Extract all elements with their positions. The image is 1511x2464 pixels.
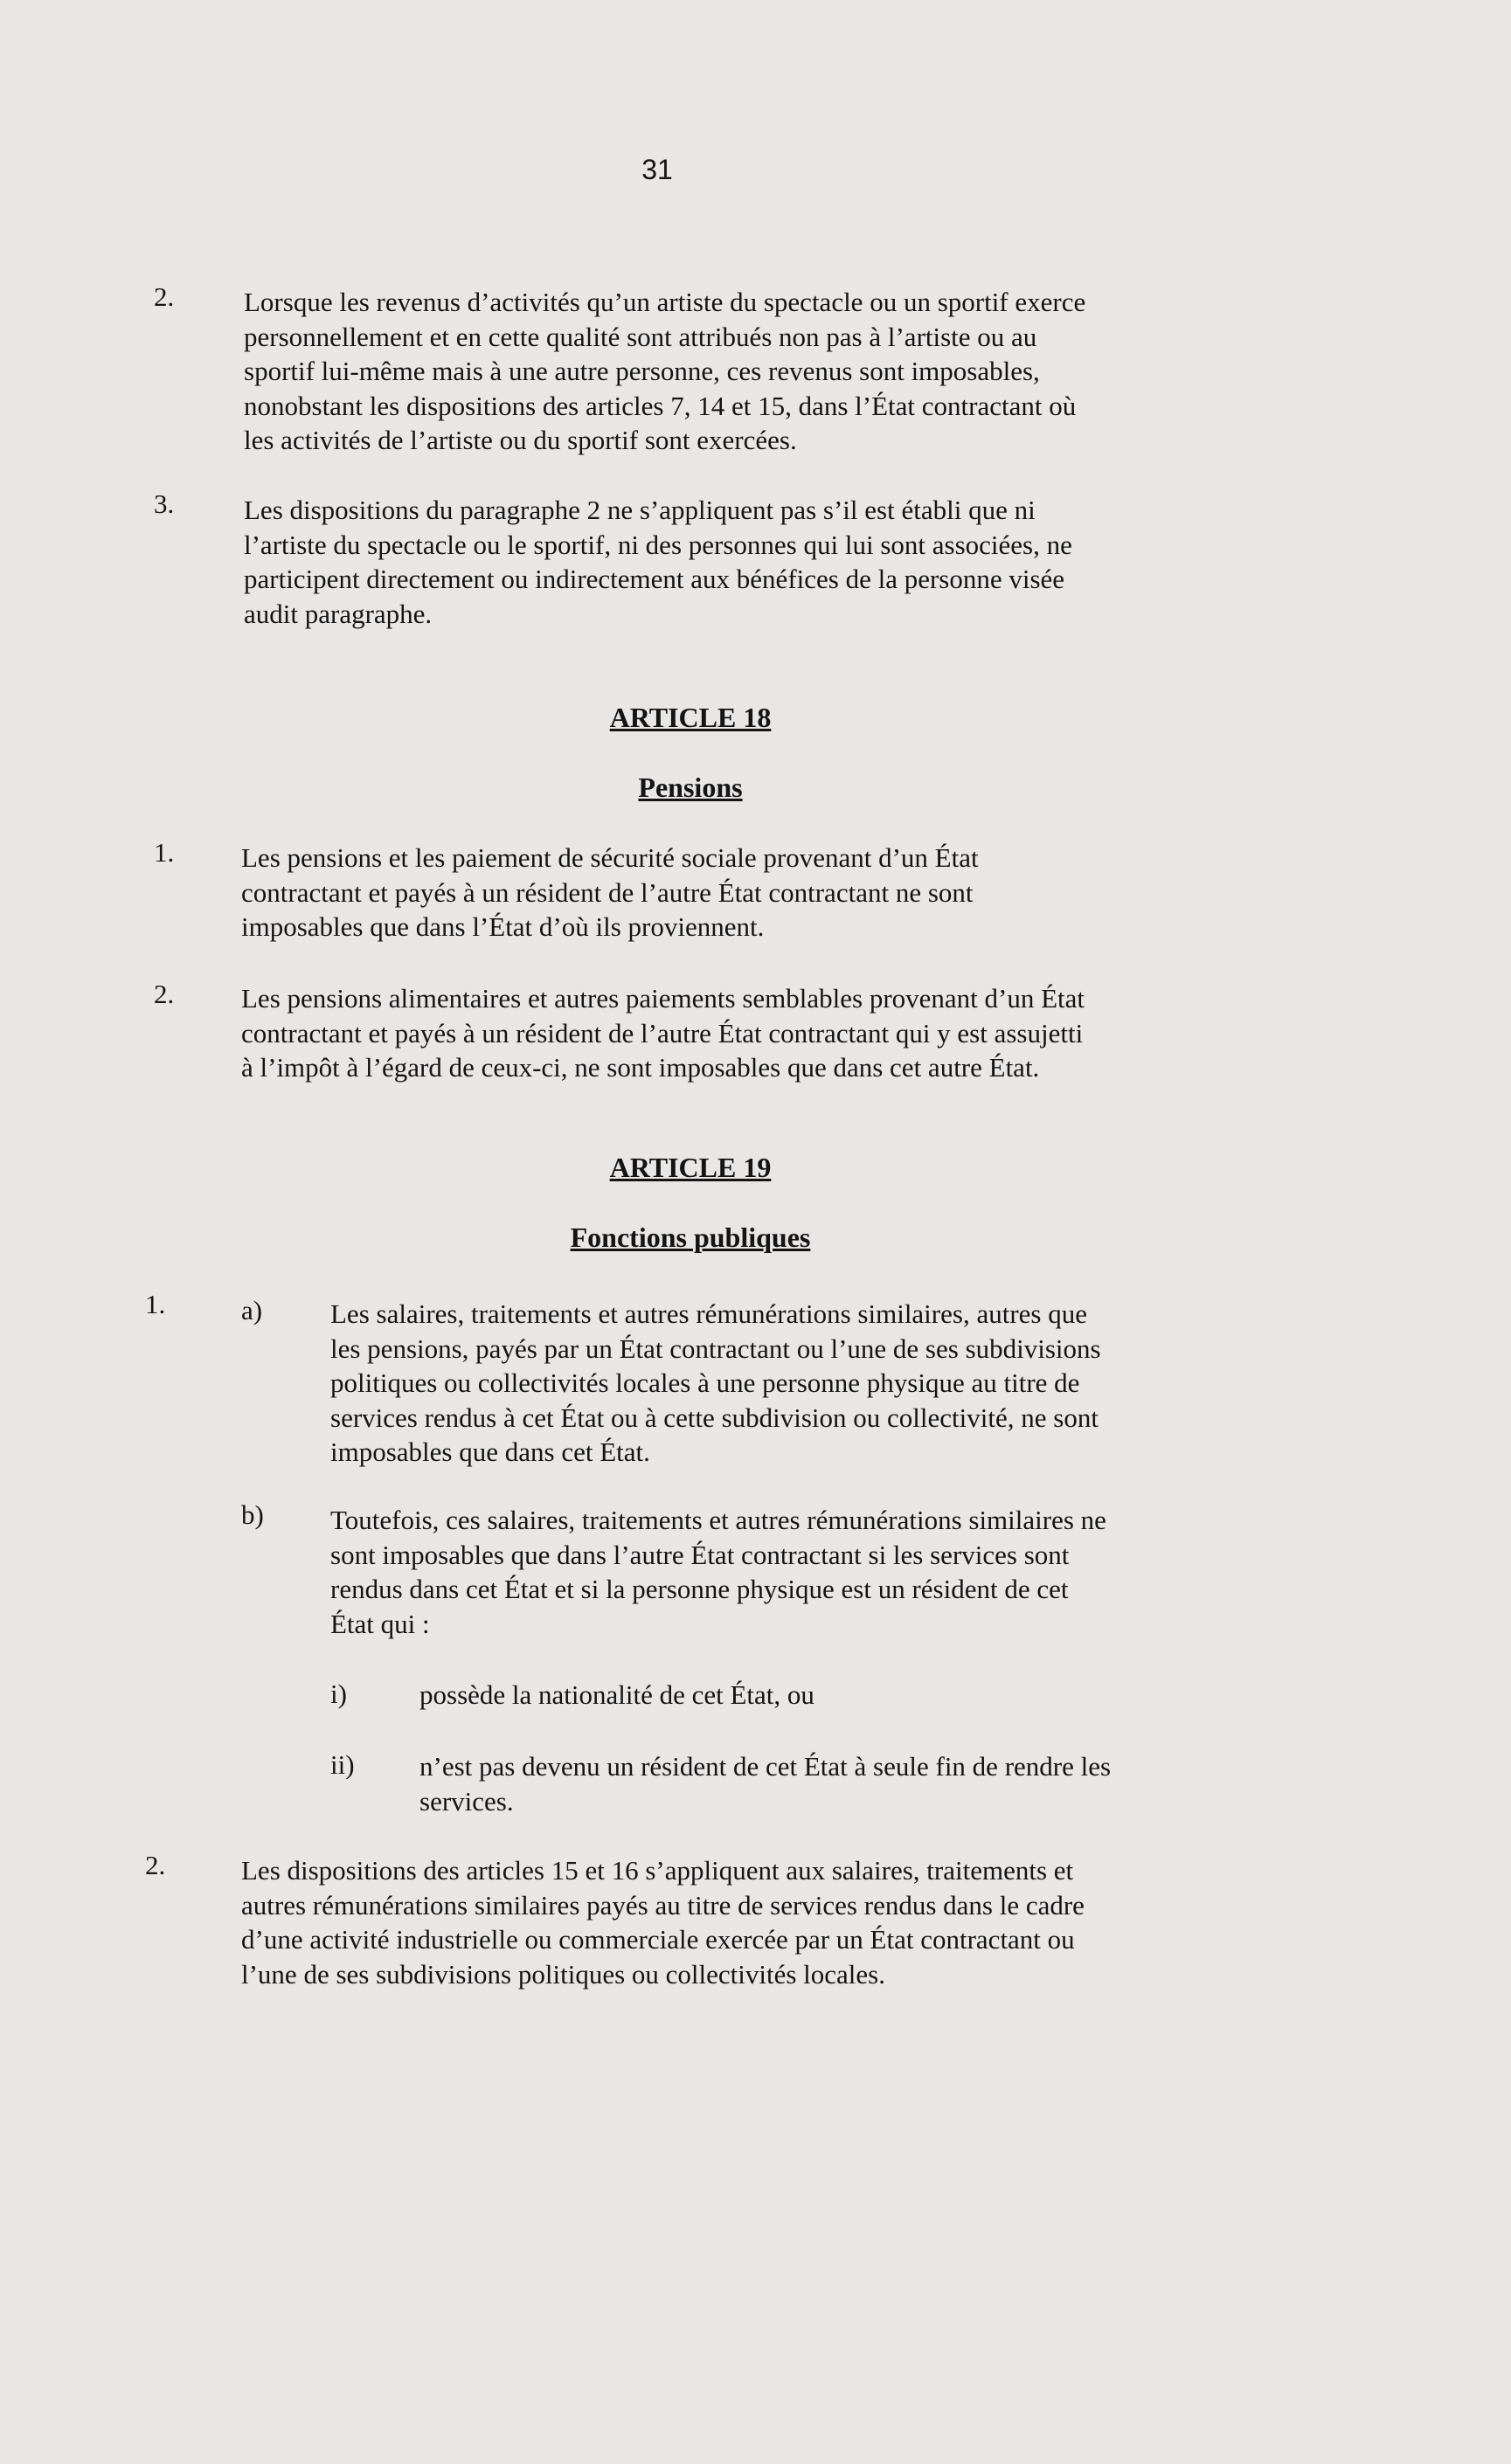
subparagraph-label: a) bbox=[241, 1295, 263, 1325]
subparagraph-text: Les salaires, traitements et autres rémunérations similaires, autres que les pensions, payés par un État contractant ou l’une de ses subdivisions politiques ou collectivités locales à une personne physique au titre de services rendus à cet État ou à cette subdivision ou collectivité, ne sont imposables que dans cet État. bbox=[330, 1298, 1101, 1467]
paragraph-text: Lorsque les revenus d’activités qu’un artiste du spectacle ou un sportif exerce personnellement et en cette qualité sont attribués non pas à l’artiste ou au sportif lui-même mais à une autre personne, ces revenus sont imposables, nonobstant les dispositions des articles 7, 14 et 15, dans l’État contractant où les activités de l’artiste ou du sportif sont exercées. bbox=[244, 287, 1086, 455]
article-subheading: Fonctions publiques bbox=[570, 1222, 811, 1253]
paragraph-number: 1. bbox=[154, 837, 175, 868]
item-text: possède la nationalité de cet État, ou bbox=[419, 1679, 814, 1710]
paragraph-number: 2. bbox=[154, 979, 175, 1009]
paragraph-text: Les dispositions du paragraphe 2 ne s’appliquent pas s’il est établi que ni l’artiste du spectacle ou le sportif, ni des personnes qui lui sont associées, ne participent directement ou indirectement aux bénéfices de la personne visée audit paragraphe. bbox=[244, 495, 1072, 629]
paragraph-number: 1. bbox=[145, 1289, 166, 1319]
item-label: ii) bbox=[330, 1749, 355, 1780]
subparagraph-text: Toutefois, ces salaires, traitements et autres rémunérations similaires ne sont imposables que dans l’autre État contractant si les services sont rendus dans cet État et si la personne physique est un résident de cet État qui : bbox=[330, 1505, 1106, 1639]
paragraph-number: 3. bbox=[154, 488, 175, 519]
paragraph-number: 2. bbox=[154, 281, 175, 312]
paragraph-text: Les dispositions des articles 15 et 16 s’appliquent aux salaires, traitements et autres rémunérations similaires payés au titre de services rendus dans le cadre d’une activité industrielle ou commerciale exercée par un État contractant ou l’une de ses subdivisions politiques ou collectivités locales. bbox=[241, 1855, 1085, 1990]
subparagraph-label: b) bbox=[241, 1499, 264, 1530]
article-subheading: Pensions bbox=[638, 772, 743, 803]
page-number: 31 bbox=[641, 154, 673, 185]
article-heading: ARTICLE 18 bbox=[609, 702, 772, 733]
paragraph-number: 2. bbox=[145, 1850, 166, 1880]
article-heading: ARTICLE 19 bbox=[609, 1152, 772, 1183]
paragraph-text: Les pensions alimentaires et autres paiements semblables provenant d’un État contractant et payés à un résident de l’autre État contractant qui y est assujetti à l’impôt à l’égard de ceux-ci, ne sont imposables que dans cet autre État. bbox=[241, 983, 1085, 1083]
item-text: n’est pas devenu un résident de cet État à seule fin de rendre les services. bbox=[419, 1751, 1112, 1817]
paragraph-text: Les pensions et les paiement de sécurité sociale provenant d’un État contractant et payés à un résident de l’autre État contractant ne sont imposables que dans l’État d’où ils proviennent. bbox=[241, 842, 979, 942]
item-label: i) bbox=[330, 1678, 347, 1709]
